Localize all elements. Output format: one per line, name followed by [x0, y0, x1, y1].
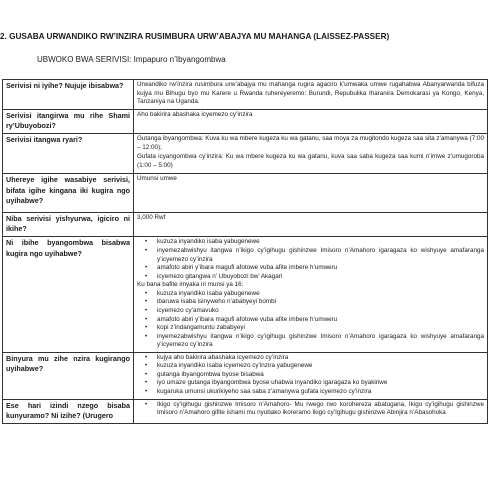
question-cell: Serivisi itangwa ryari?	[3, 134, 134, 174]
table-row	[3, 134, 488, 174]
question-cell: Ese hari izindi nzego bisaba kunyuramo? Ni izihe? (Urugero	[3, 399, 134, 423]
list-item: • icyemezo cy’amavuko	[157, 307, 484, 316]
question-cell: Serivisi ni iyihe? Nujuje ibisabwa?	[3, 80, 134, 110]
answer-cell	[134, 352, 488, 399]
answer-cell	[134, 237, 488, 352]
list-item: • kopi z’indangamuntu zababyeyi	[157, 324, 484, 333]
table-row	[3, 174, 488, 213]
list-item: • icyemezo gitangwa n’ Ubuyobozi bw’ Akagari	[157, 273, 484, 282]
table-row	[3, 352, 488, 399]
list-item: • inyemezabwishyu itangwa n’ikigo cy’igihugu gishinzwe Imisoro n’Amahoro igaragaza ko wishyuye amafaranga y’icyemezo cy’inzira	[157, 247, 484, 264]
process-steps-list	[137, 354, 484, 397]
table-row	[3, 237, 488, 352]
service-type-subheading: UBWOKO BWA SERIVISI: Impapuro n’Ibyangombwa	[37, 55, 226, 64]
section-heading: 2. GUSABA URWANDIKO RW’INZIRA RUSIMBURA URW’ABAJYA MU MAHANGA (LAISSEZ-PASSER)	[0, 32, 390, 41]
table-row	[3, 80, 488, 110]
other-institutions-list	[137, 401, 484, 418]
list-item: • amafoto abiri y’ibara magufi afotowe vuba afite imbere h’umweru	[157, 264, 484, 273]
list-item: • kugaruka umunsi ukurikiyeho saa saba z’amanywa gufata icyemezo cy’inzira	[157, 388, 484, 397]
answer-cell: Aho bakirira abashaka icyemezo cy’inzira	[134, 109, 488, 133]
answer-line: Gutanga ibyangombwa: Kuva ku wa mbere kugeza ku wa gatanu, saa moya za mugitondo kugeza saa sita z’amanywa (7:00 – 12:00);	[137, 135, 484, 151]
service-table	[2, 79, 488, 424]
list-item: • iyo umaze gutanga ibyangombwa byose uhabwa inyandiko igaragaza ko byakiriwe	[157, 379, 484, 388]
answer-cell	[134, 134, 488, 174]
list-item: • kuzuza inyandiko isaba icyemezo cy’inzira yabugenewe	[157, 362, 484, 371]
answer-line: Gufata icyangombwa cy’inzira: Ku wa mbere kugeza ku wa gatanu, kuva saa saba kugeza saa kumi n’imwe z’umugoroba (1:00 – 5:00)	[137, 153, 484, 169]
answer-cell: 3,000 Rwf	[134, 213, 488, 237]
list-item: • kujya aho bakirira abashaka icyemezo cy’inzira	[157, 354, 484, 363]
answer-cell: Urwandiko rw’inzira rusimbura urw’abajya mu mahanga rugira agaciro k’umwaka umwe rugahabwa Abanyarwanda bifuza kujya mu Bihugu byo mu Karere u Rwanda ruhereyeremo: Burundi, Repubulika Iharanira Demokarasi ya Kongo, Kenya, Tanzaniya na Uganda.	[134, 80, 488, 110]
answer-cell	[134, 399, 488, 423]
question-cell: Ni ibihe byangombwa bisabwa kugira ngo uyihabwe?	[3, 237, 134, 352]
table-row	[3, 213, 488, 237]
table-row	[3, 109, 488, 133]
requirements-list	[137, 238, 484, 281]
list-item: • gutanga ibyangombwa byose bisabwa	[157, 371, 484, 380]
children-requirements-list	[137, 290, 484, 350]
list-item: • kuzuza inyandiko isaba yabugenewe	[157, 290, 484, 299]
answer-cell: Umunsi umwe	[134, 174, 488, 213]
question-cell: Binyura mu zihe nzira kugirango uyihabwe?	[3, 352, 134, 399]
list-item: • inyemezabwishyu itangwa n’ikigo cy’igihugu gishinzwe Imisoro n’Amahoro igaragaza ko wishyuye amafaranga y’icyemezo cy’inzira	[157, 333, 484, 350]
list-item: • kuzuza inyandiko isaba yabugenewe	[157, 238, 484, 247]
question-cell: Uhereye igihe wasabiye serivisi, bifata igihe kingana iki kugira ngo uyihabwe?	[3, 174, 134, 213]
table-row	[3, 399, 488, 423]
list-item: • Ikigo cy’igihugu gishinzwe Imisoro n’Amahoro- Mu rwego rwo koroherezа abatugana, Ikigo cy’igihugu gishinzwe Imisoro n’Amahoro gifite ishami mu nyubako ikoreramo Ikigo cy’Igihugu gishinzwe Abinjira n’Abasohoka	[157, 401, 484, 418]
list-item: • amafoto abiri y’ibara magufi afotowe vuba afite imbere h’umweru	[157, 316, 484, 325]
question-cell: Serivisi itangirwa mu rihe Shami ry’Ubuyobozi?	[3, 109, 134, 133]
children-subheading: Ku bana bafite imyaka iri munsi ya 16:	[137, 281, 244, 289]
question-cell: Niba serivisi yishyurwa, igiciro ni ikihe?	[3, 213, 134, 237]
list-item: • ibaruwa isaba isinyweho n’ababyeyi bombi	[157, 298, 484, 307]
